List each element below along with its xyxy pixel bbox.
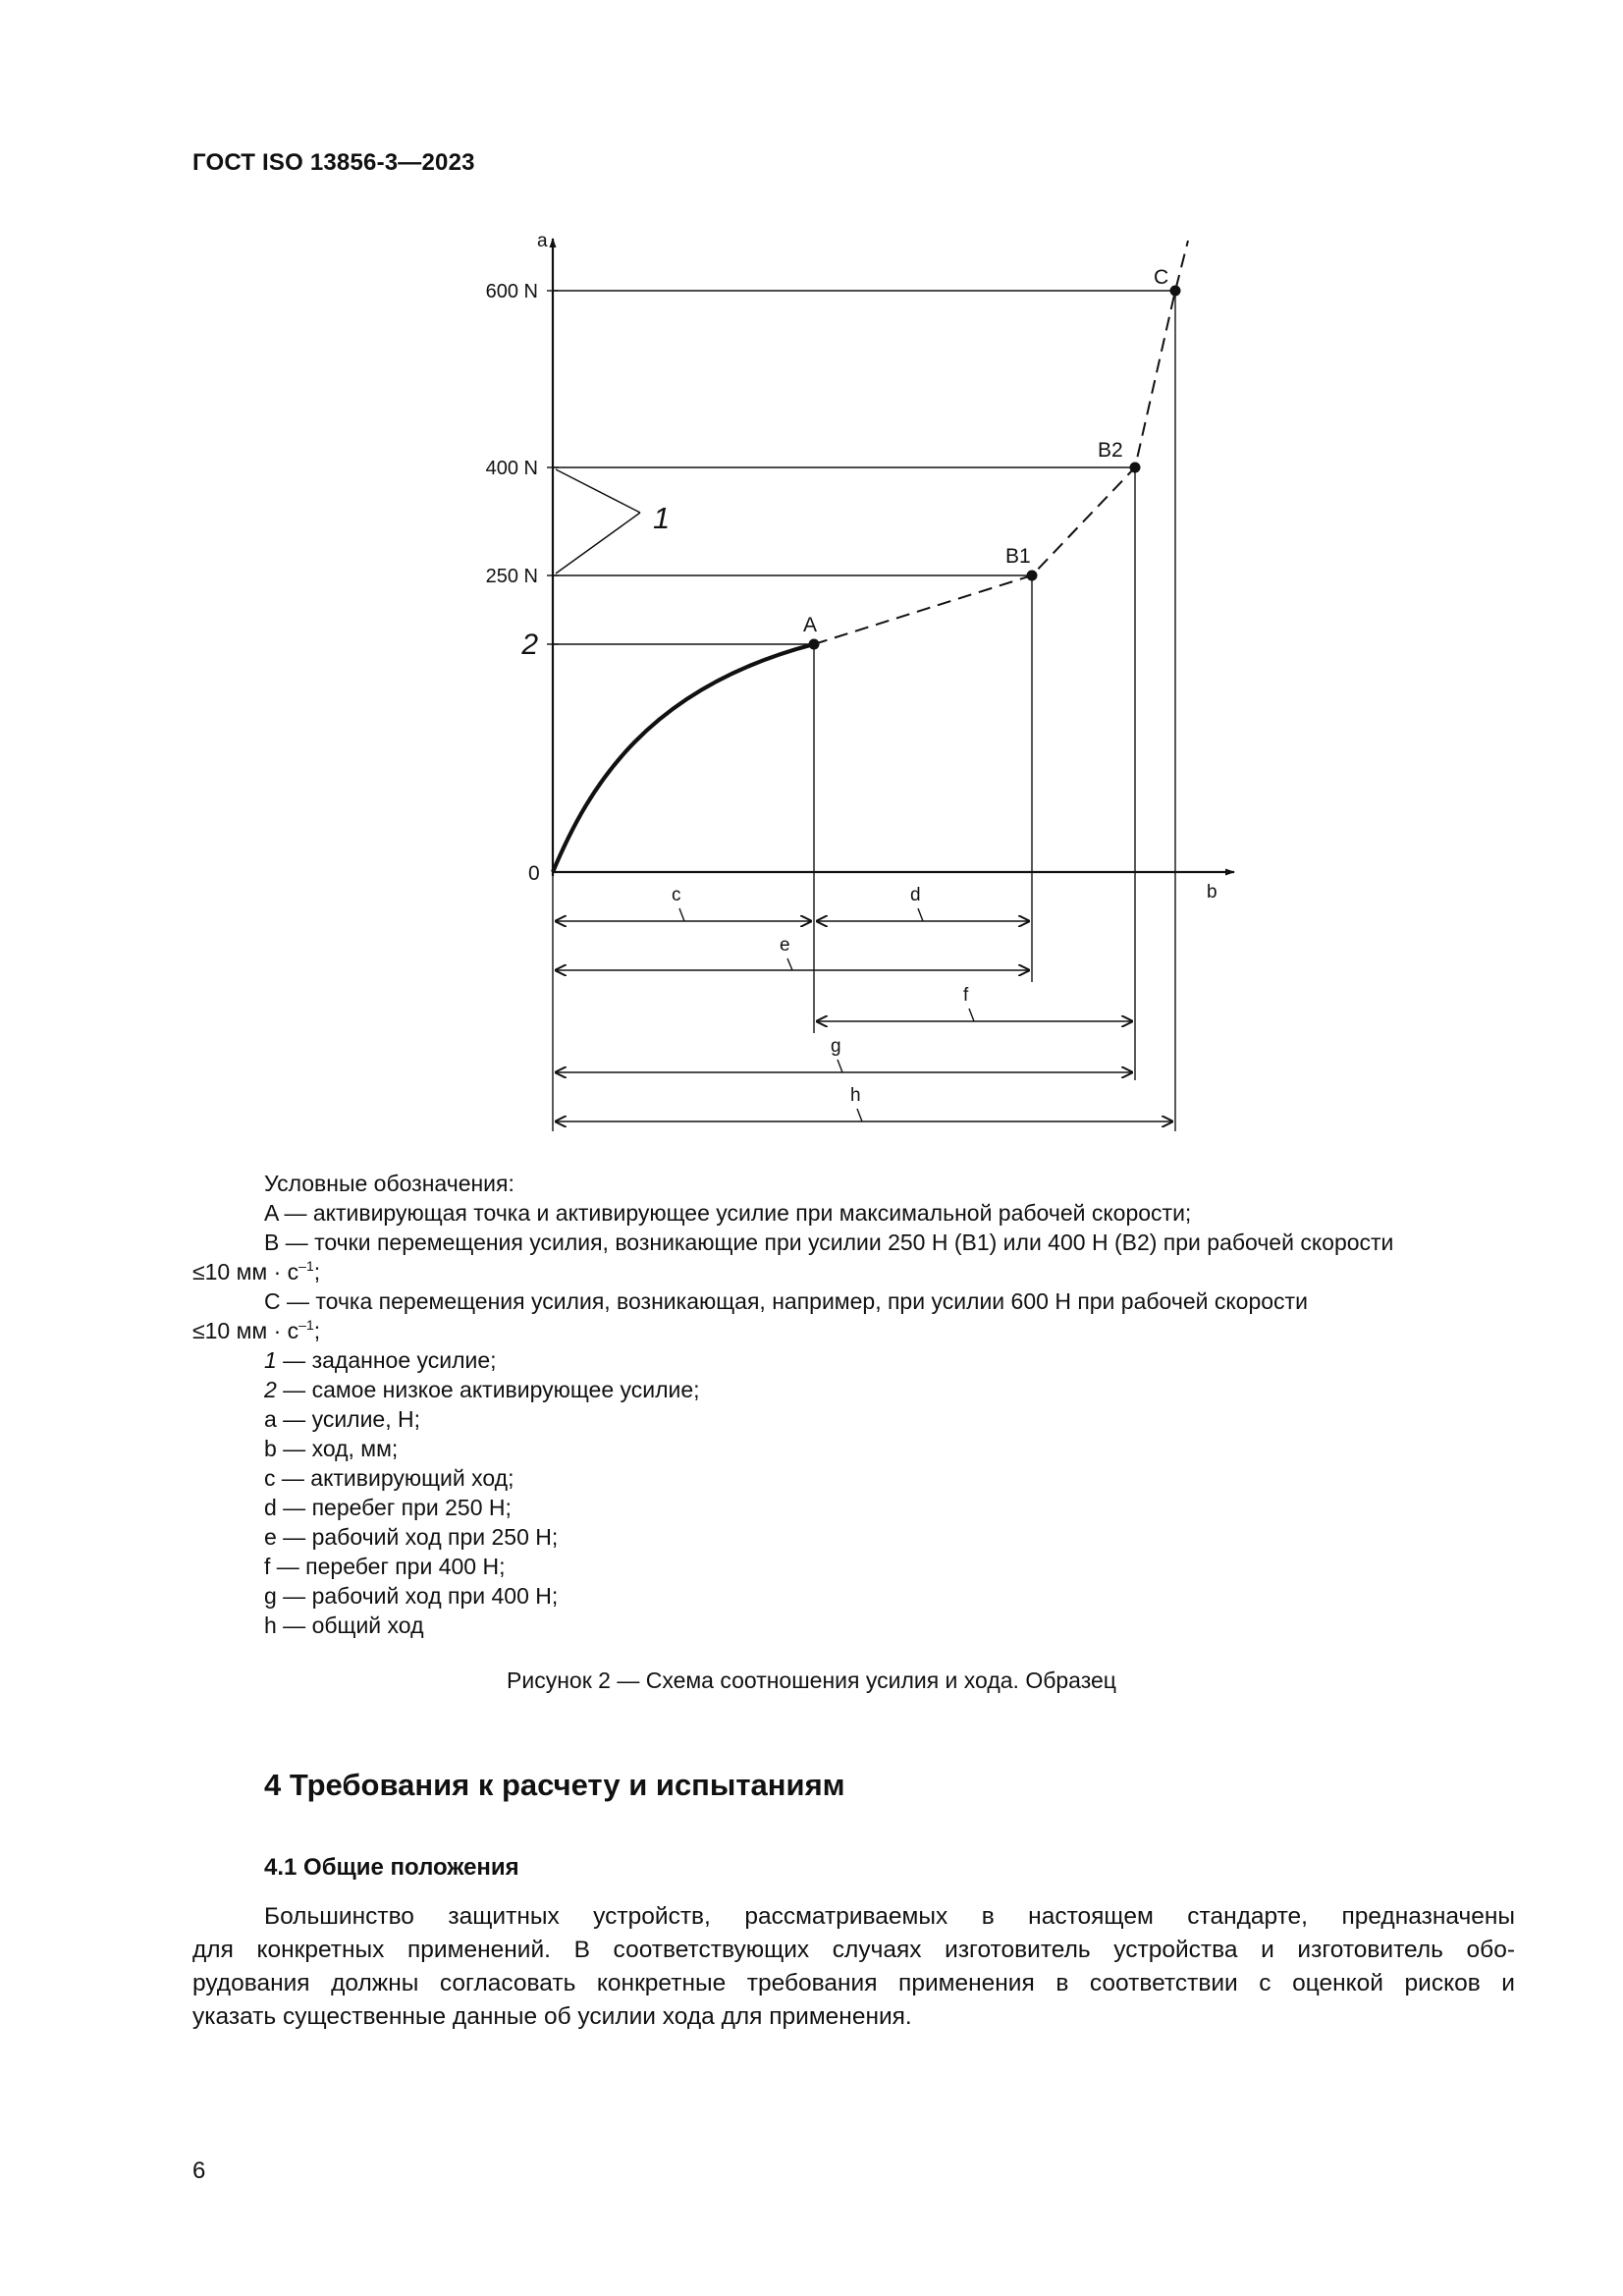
- paragraph-line: для конкретных применений. В соответствующих случаях изготовитель устройства и изготовитель обо-: [192, 1937, 1515, 1963]
- section-heading: 4 Требования к расчету и испытаниям: [264, 1768, 845, 1802]
- document-header: ГОСТ ISO 13856-3—2023: [192, 149, 475, 176]
- legend-item-c-dim: c — активирующий ход;: [264, 1465, 514, 1491]
- dimension-label-g: g: [831, 1036, 841, 1057]
- point-b2: [1130, 463, 1141, 473]
- y-tick-label: 250 N: [485, 566, 538, 587]
- y-tick-label: 600 N: [485, 281, 538, 302]
- legend-item-2: 2 — самое низкое активирующее усилие;: [264, 1377, 700, 1402]
- legend-item-c: C — точка перемещения усилия, возникающая, например, при усилии 600 Н при рабочей скорости: [264, 1288, 1308, 1314]
- legend-title: Условные обозначения:: [264, 1171, 514, 1196]
- origin-label: 0: [528, 862, 540, 885]
- legend-item-c-cont: ≤10 мм · $с^{-1}$;: [192, 1317, 321, 1343]
- legend-item-b-axis: b — ход, мм;: [264, 1436, 399, 1461]
- legend-item-e-dim: e — рабочий ход при 250 Н;: [264, 1524, 559, 1550]
- dimension-label-d: d: [910, 885, 921, 905]
- legend-item-1: 1 — заданное усилие;: [264, 1347, 497, 1373]
- point-a: [809, 639, 820, 650]
- y-tick-label: 400 N: [485, 458, 538, 479]
- legend-item-f-dim: f — перебег при 400 Н;: [264, 1554, 506, 1579]
- figure-caption: Рисунок 2 — Схема соотношения усилия и хода. Образец: [507, 1667, 1116, 1693]
- point-label-a: A: [803, 614, 818, 636]
- body-paragraph: [192, 1900, 1515, 2034]
- activation-curve: [553, 644, 814, 872]
- dimension-label-e: e: [780, 935, 790, 956]
- paragraph-line: указать существенные данные об усилии хода для применения.: [192, 2003, 912, 2030]
- force-travel-dashed: [814, 241, 1188, 644]
- paragraph-line: рудования должны согласовать конкретные требования применения в соответствии с оценкой рисков и: [192, 1970, 1515, 1996]
- legend-item-h-dim: h — общий ход: [264, 1613, 424, 1638]
- callout-1-label: 1: [653, 501, 671, 535]
- legend-item-d-dim: d — перебег при 250 Н;: [264, 1495, 512, 1520]
- point-label-b1: B1: [1005, 545, 1031, 568]
- dimension-label-f: f: [963, 985, 969, 1006]
- point-b1: [1027, 571, 1038, 581]
- subsection-heading: 4.1 Общие положения: [264, 1854, 519, 1881]
- dimension-label-h: h: [850, 1085, 861, 1106]
- point-label-b2: B2: [1098, 439, 1123, 462]
- dimension-label-c: c: [672, 885, 681, 905]
- callout-1-leader: [556, 469, 640, 574]
- legend-item-a: A — активирующая точка и активирующее усилие при максимальной рабочей скорости;: [264, 1200, 1192, 1226]
- legend-item-b: B — точки перемещения усилия, возникающие при усилии 250 Н (B1) или 400 Н (B2) при рабочей скорости: [264, 1230, 1394, 1255]
- paragraph-line: Большинство защитных устройств, рассматриваемых в настоящем стандарте, предназначены: [264, 1903, 1515, 1930]
- axis-y-label: a: [537, 231, 548, 251]
- point-label-c: C: [1154, 266, 1169, 289]
- legend-item-b-cont: ≤10 мм · $с^{-1}$;: [192, 1258, 321, 1285]
- legend-item-g-dim: g — рабочий ход при 400 Н;: [264, 1583, 559, 1609]
- point-c: [1170, 286, 1181, 297]
- page-number: 6: [192, 2158, 206, 2184]
- legend-item-a-axis: a — усилие, Н;: [264, 1406, 421, 1432]
- y-tick-label: 2: [521, 629, 538, 661]
- axis-x-label: b: [1207, 882, 1217, 902]
